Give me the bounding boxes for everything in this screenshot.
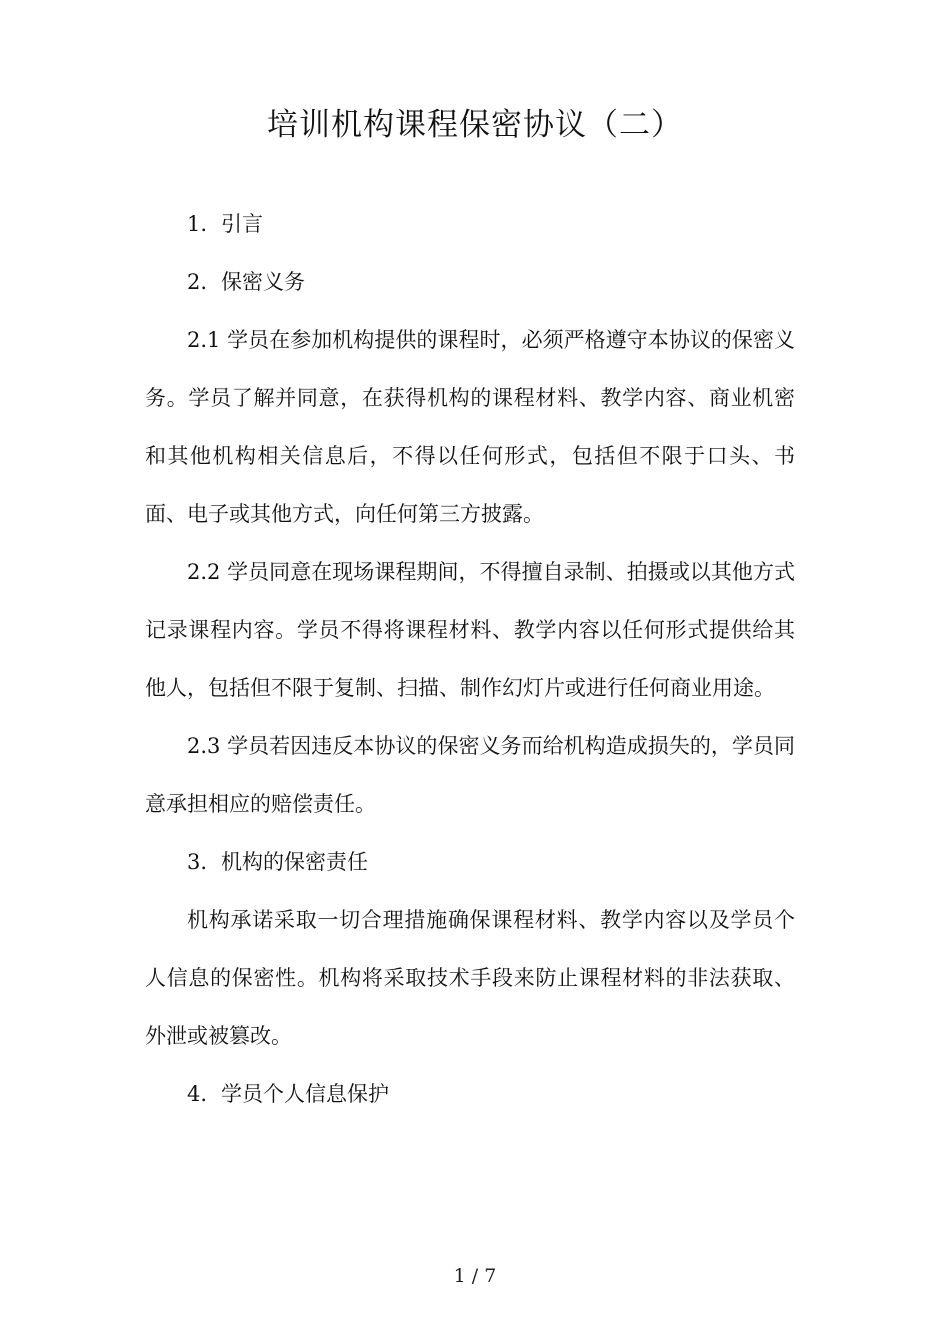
section-title: 引言 <box>221 212 263 236</box>
page-number: 1 / 7 <box>453 1265 497 1287</box>
section-number: 2. <box>187 270 208 294</box>
section-heading-intro <box>145 195 795 253</box>
section-heading-institution-responsibility <box>145 833 795 891</box>
document-body <box>145 195 795 1123</box>
paragraph-3: 机构承诺采取一切合理措施确保课程材料、教学内容以及学员个人信息的保密性。机构将采取技术手段来防止课程材料的非法获取、外泄或被篡改。 <box>145 908 795 1048</box>
section-heading-confidentiality-obligations <box>145 253 795 311</box>
section-number: 4. <box>187 1082 208 1106</box>
section-heading-personal-info <box>145 1065 795 1123</box>
paragraph-2-2: 2.2 学员同意在现场课程期间，不得擅自录制、拍摄或以其他方式记录课程内容。学员不得将课程材料、教学内容以任何形式提供给其他人，包括但不限于复制、扫描、制作幻灯片或进行任何商业用途。 <box>145 560 795 700</box>
section-title: 机构的保密责任 <box>221 850 368 874</box>
document-title: 培训机构课程保密协议（二） <box>267 107 683 143</box>
section-title: 学员个人信息保护 <box>221 1082 389 1106</box>
paragraph-2-1: 2.1 学员在参加机构提供的课程时，必须严格遵守本协议的保密义务。学员了解并同意，在获得机构的课程材料、教学内容、商业机密和其他机构相关信息后，不得以任何形式，包括但不限于口头、书面、电子或其他方式，向任何第三方披露。 <box>145 328 795 526</box>
paragraph-2-3: 2.3 学员若因违反本协议的保密义务而给机构造成损失的，学员同意承担相应的赔偿责任。 <box>145 734 795 816</box>
section-title: 保密义务 <box>221 270 305 294</box>
section-number: 3. <box>187 850 208 874</box>
section-number: 1. <box>187 212 208 236</box>
